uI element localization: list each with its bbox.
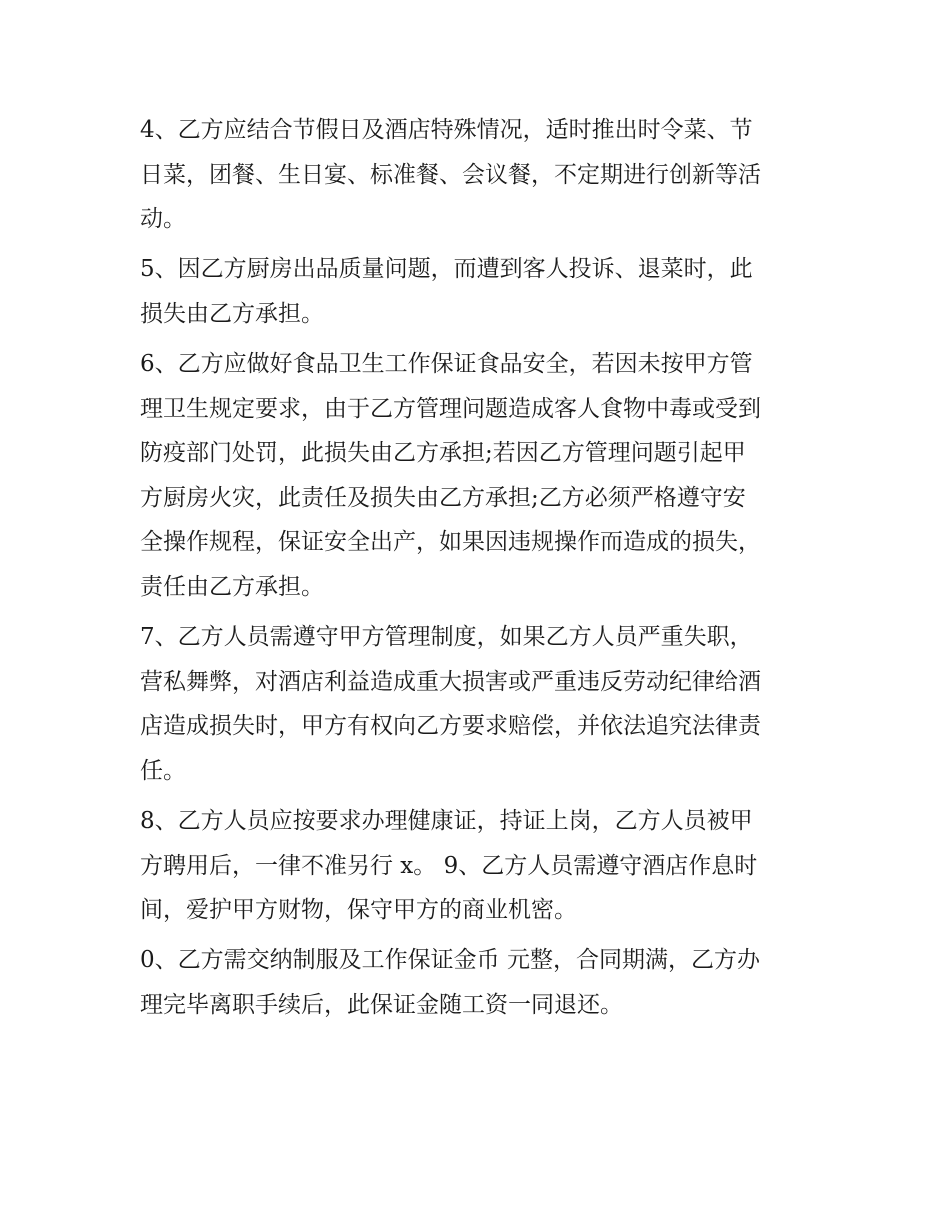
text-line: 日菜，团餐、生日宴、标准餐、会议餐，不定期进行创新等活 bbox=[140, 161, 761, 188]
text-line: 店造成损失时，甲方有权向乙方要求赔偿，并依法追究法律责 bbox=[140, 713, 761, 740]
text-line: 6、乙方应做好食品卫生工作保证食品安全，若因未按甲方管 bbox=[140, 350, 753, 377]
clause-6-paragraph bbox=[140, 342, 818, 610]
text-line: 责任由乙方承担。 bbox=[140, 573, 324, 600]
document-body bbox=[140, 108, 818, 1033]
text-line: 0、乙方需交纳制服及工作保证金币 元整，合同期满，乙方办 bbox=[140, 947, 760, 974]
text-line: 理卫生规定要求，由于乙方管理问题造成客人食物中毒或受到 bbox=[140, 395, 761, 422]
text-line: 动。 bbox=[140, 206, 186, 233]
text-line: 4、乙方应结合节假日及酒店特殊情况，适时推出时令菜、节 bbox=[140, 117, 753, 143]
clause-7-paragraph bbox=[140, 615, 818, 793]
text-line: 5、因乙方厨房出品质量问题，而遭到客人投诉、退菜时，此 bbox=[140, 256, 753, 283]
text-line: 防疫部门处罚，此损失由乙方承担;若因乙方管理问题引起甲 bbox=[140, 440, 746, 467]
text-line: 理完毕离职手续后，此保证金随工资一同退还。 bbox=[140, 991, 623, 1018]
clause-5-paragraph bbox=[140, 247, 818, 336]
clause-8-9-paragraph bbox=[140, 799, 818, 933]
text-line: 方聘用后，一律不准另行 x。 9、乙方人员需遵守酒店作息时 bbox=[140, 852, 758, 879]
text-line: 8、乙方人员应按要求办理健康证，持证上岗，乙方人员被甲 bbox=[140, 807, 753, 834]
text-line: 7、乙方人员需遵守甲方管理制度，如果乙方人员严重失职， bbox=[140, 624, 753, 651]
text-line: 损失由乙方承担。 bbox=[140, 300, 324, 327]
text-line: 营私舞弊，对酒店利益造成重大损害或严重违反劳动纪律给酒 bbox=[140, 668, 761, 695]
text-line: 间，爱护甲方财物，保守甲方的商业机密。 bbox=[140, 897, 577, 924]
clause-10-paragraph bbox=[140, 938, 818, 1027]
clause-4-paragraph bbox=[140, 108, 818, 242]
text-line: 方厨房火灾，此责任及损失由乙方承担;乙方必须严格遵守安 bbox=[140, 484, 746, 511]
text-line: 任。 bbox=[140, 757, 186, 784]
text-line: 全操作规程，保证安全出产，如果因违规操作而造成的损失， bbox=[140, 529, 761, 556]
